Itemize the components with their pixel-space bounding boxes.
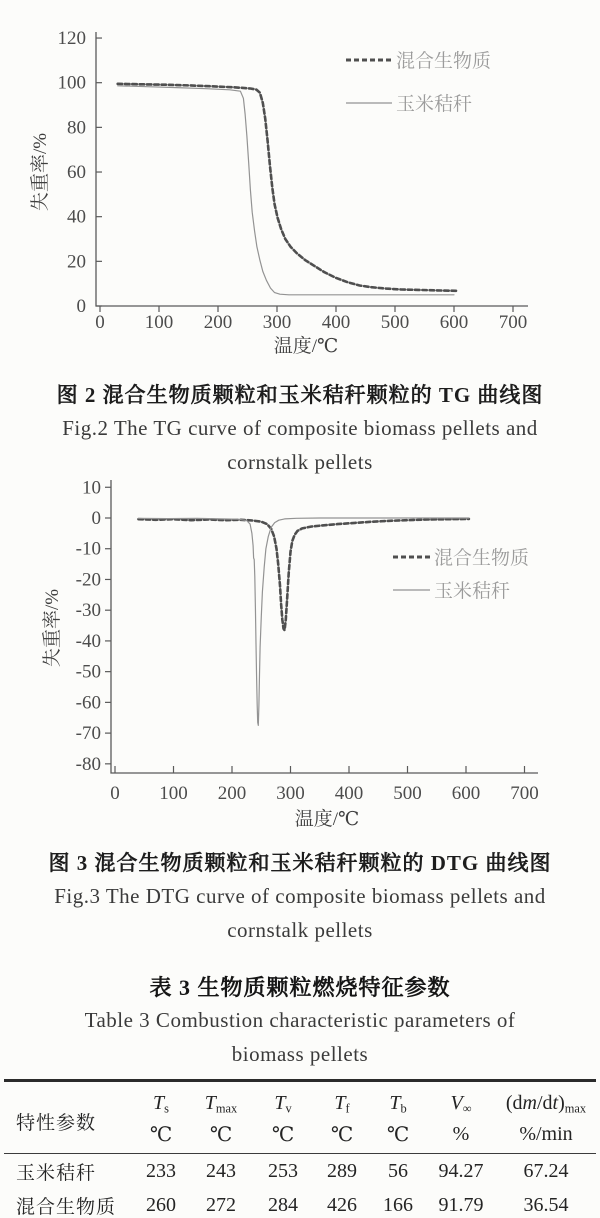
svg-text:200: 200 <box>203 312 233 333</box>
cell: 67.24 <box>523 1159 569 1182</box>
svg-text:400: 400 <box>321 312 351 333</box>
cell: 426 <box>327 1193 357 1216</box>
unit-tv: ℃ <box>252 1119 314 1154</box>
table-header-dmdt: $(dm/dt)_{max}$ <box>505 1091 587 1116</box>
tick-marks <box>96 38 513 312</box>
dtg-chart <box>0 468 600 836</box>
series-composite-biomass <box>138 519 469 630</box>
svg-text:0: 0 <box>91 508 101 529</box>
legend-label: 玉米秸秆 <box>396 94 473 115</box>
table-header-ts: $T_s$ <box>153 1091 169 1116</box>
svg-text:0: 0 <box>76 296 86 317</box>
unit-tb: ℃ <box>370 1119 426 1154</box>
y-axis-label: 失重率/% <box>42 588 63 668</box>
svg-text:100: 100 <box>159 783 188 804</box>
cell: 94.27 <box>438 1159 484 1182</box>
svg-text:700: 700 <box>510 783 539 804</box>
row-label: 混合生物质 <box>16 1196 117 1218</box>
x-axis-label: 温度/℃ <box>294 809 360 830</box>
cell: 56 <box>388 1159 408 1182</box>
figure3-caption-cn: 图 3 混合生物质颗粒和玉米秸秆颗粒的 DTG 曲线图 <box>48 851 552 875</box>
cell: 272 <box>206 1193 236 1216</box>
svg-text:200: 200 <box>217 783 247 804</box>
table-header-tv: $T_v$ <box>274 1091 292 1116</box>
svg-text:700: 700 <box>498 312 528 333</box>
table-header-tmax: $T_{max}$ <box>204 1091 238 1116</box>
figure2-caption-en-line1: Fig.2 The TG curve of composite biomass pellets and <box>62 416 538 440</box>
unit-dmdt: %/min <box>496 1119 596 1154</box>
table-header-param: 特性参数 <box>4 1081 132 1154</box>
table-header-vinf: $V_\infty$ <box>450 1091 472 1116</box>
legend-label: 混合生物质 <box>396 51 492 72</box>
table-row-cornstalk <box>4 1154 596 1189</box>
svg-text:-70: -70 <box>75 723 101 745</box>
y-axis-label: 失重率/% <box>30 132 51 212</box>
table3-title-en-line1: Table 3 Combustion characteristic parameters of <box>84 1008 516 1032</box>
cell: 260 <box>146 1193 176 1216</box>
svg-text:600: 600 <box>439 312 469 333</box>
combustion-parameters-table <box>4 1079 596 1218</box>
svg-text:-30: -30 <box>75 600 101 622</box>
cell: 253 <box>268 1159 298 1182</box>
svg-text:500: 500 <box>393 783 422 804</box>
svg-text:-20: -20 <box>75 569 101 591</box>
svg-text:-50: -50 <box>75 661 101 683</box>
table-header-tb: $T_b$ <box>389 1091 407 1116</box>
figure2-caption-en-line2: cornstalk pellets <box>227 450 373 474</box>
svg-text:80: 80 <box>67 117 86 139</box>
svg-text:20: 20 <box>67 251 86 273</box>
svg-text:500: 500 <box>380 312 410 333</box>
svg-text:100: 100 <box>144 312 174 333</box>
cell: 284 <box>268 1193 298 1216</box>
svg-text:-60: -60 <box>75 692 101 714</box>
figure2-caption-cn: 图 2 混合生物质颗粒和玉米秸秆颗粒的 TG 曲线图 <box>56 383 544 407</box>
svg-text:60: 60 <box>67 162 86 184</box>
table3-title-cn: 表 3 生物质颗粒燃烧特征参数 <box>149 975 451 1000</box>
table3-title-en-line2: biomass pellets <box>231 1042 369 1066</box>
svg-text:0: 0 <box>95 312 105 333</box>
cell: 91.79 <box>438 1193 484 1216</box>
svg-text:-10: -10 <box>75 538 101 560</box>
svg-text:-80: -80 <box>75 753 101 775</box>
svg-text:0: 0 <box>110 783 120 804</box>
svg-text:300: 300 <box>276 783 305 804</box>
unit-tf: ℃ <box>314 1119 370 1154</box>
x-axis-label: 温度/℃ <box>273 336 339 357</box>
unit-vinf: % <box>426 1119 496 1154</box>
unit-tmax: ℃ <box>190 1119 252 1154</box>
cell: 233 <box>146 1159 176 1182</box>
cell: 166 <box>383 1193 413 1216</box>
svg-text:300: 300 <box>262 312 292 333</box>
figure3-caption-en-line2: cornstalk pellets <box>227 918 373 942</box>
svg-text:100: 100 <box>57 72 86 94</box>
figure3-caption-en-line1: Fig.3 The DTG curve of composite biomass pellets and <box>54 884 546 908</box>
svg-text:40: 40 <box>67 206 86 228</box>
legend-label: 混合生物质 <box>434 548 530 569</box>
tg-chart <box>0 0 600 368</box>
tick-labels <box>58 28 528 333</box>
tick-marks <box>105 487 525 773</box>
cell: 36.54 <box>523 1193 569 1216</box>
series-cornstalk <box>118 86 454 295</box>
svg-text:600: 600 <box>451 783 481 804</box>
series-cornstalk <box>138 518 469 725</box>
table-header-tf: $T_f$ <box>334 1091 350 1116</box>
svg-text:120: 120 <box>57 28 86 50</box>
cell: 243 <box>206 1159 236 1182</box>
table-row-composite <box>4 1188 596 1218</box>
svg-text:10: 10 <box>82 477 101 499</box>
table-header-row-symbols <box>4 1081 596 1120</box>
unit-ts: ℃ <box>132 1119 190 1154</box>
svg-text:400: 400 <box>334 783 364 804</box>
cell: 289 <box>327 1159 357 1182</box>
legend-label: 玉米秸秆 <box>434 581 511 602</box>
row-label: 玉米秸秆 <box>16 1162 97 1184</box>
svg-text:-40: -40 <box>75 630 101 652</box>
